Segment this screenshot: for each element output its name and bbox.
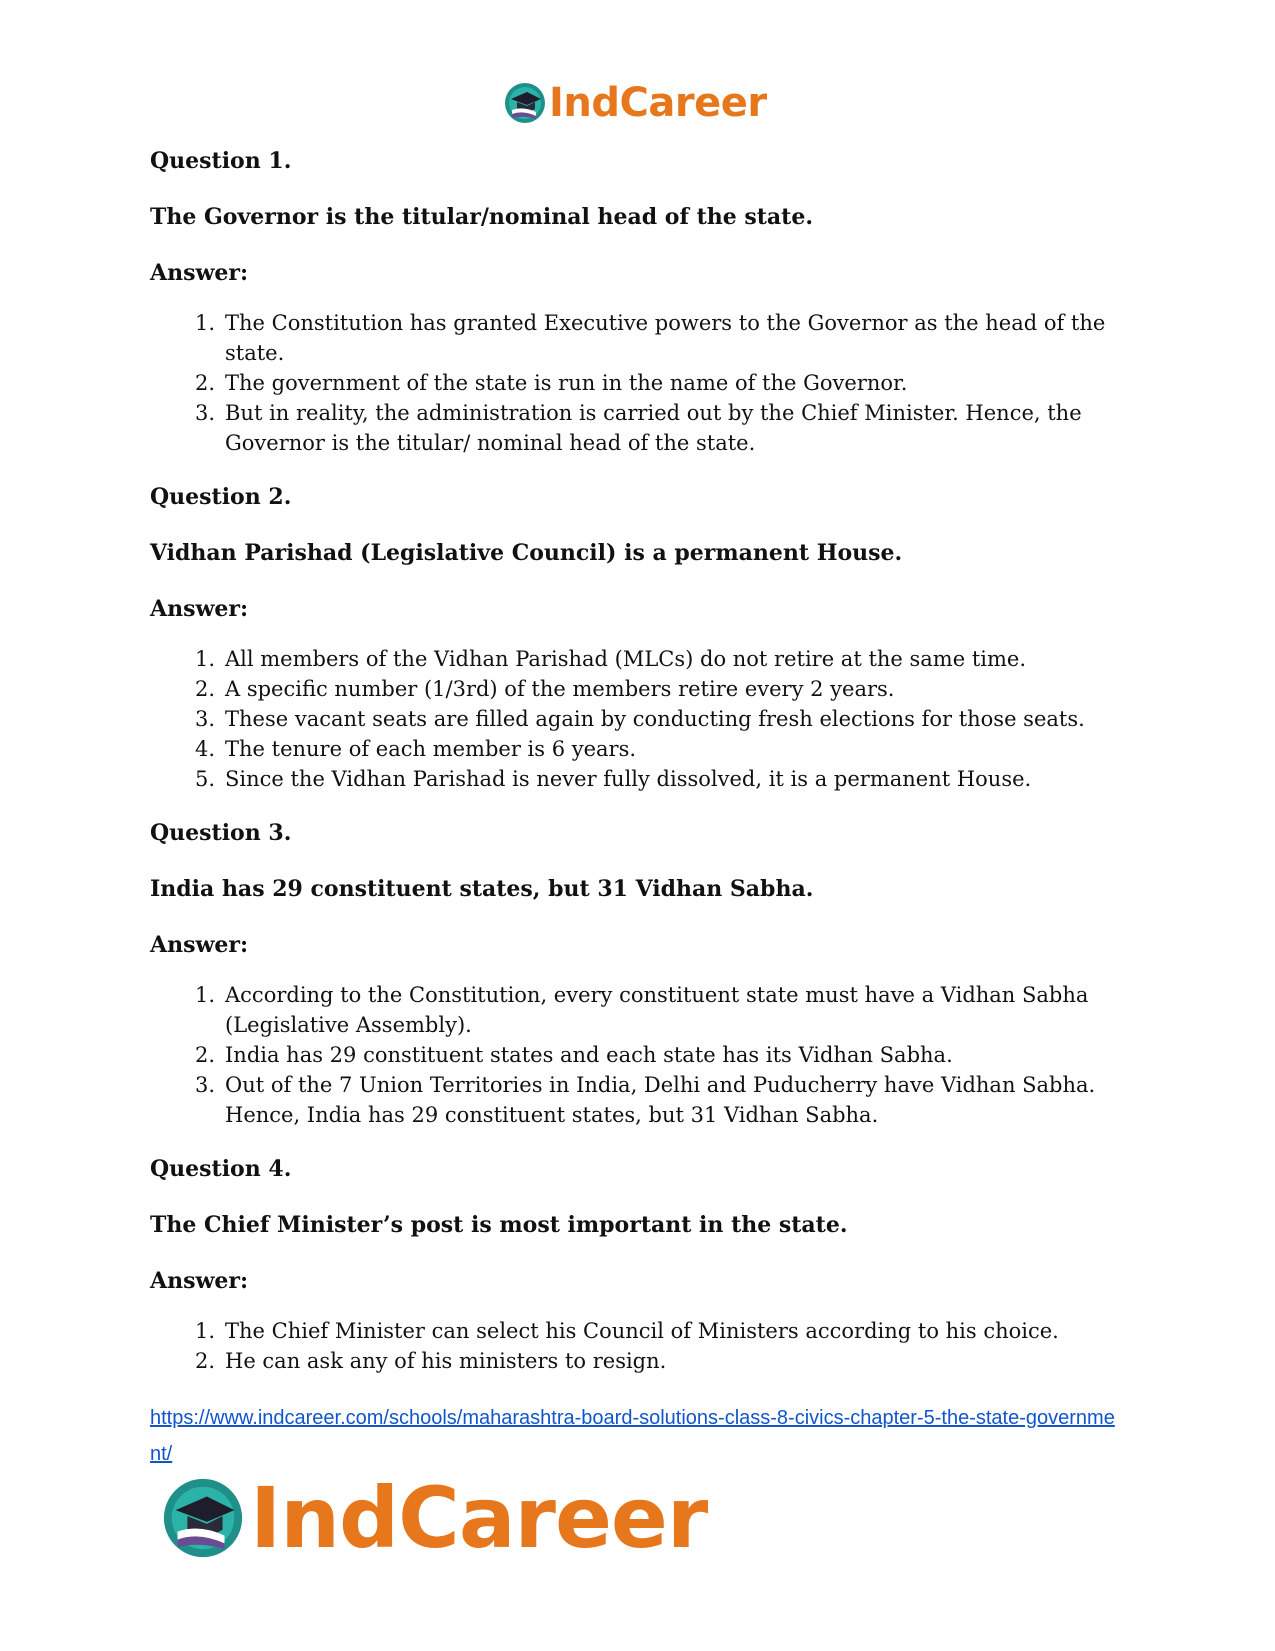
answer-list	[150, 644, 1130, 794]
list-item: 1. The Chief Minister can select his Council of Ministers according to his choice.	[195, 1319, 1059, 1343]
question-block-1	[150, 146, 1130, 458]
answer-list	[150, 308, 1130, 458]
graduation-book-icon	[503, 81, 547, 125]
list-item: 2. India has 29 constituent states and each state has its Vidhan Sabha.	[195, 1043, 953, 1067]
question-statement: India has 29 constituent states, but 31 Vidhan Sabha.	[150, 876, 814, 902]
list-item: 1. All members of the Vidhan Parishad (MLCs) do not retire at the same time.	[195, 647, 1026, 671]
list-item: 2. The government of the state is run in the name of the Governor.	[195, 371, 908, 395]
indcareer-logo-top	[503, 80, 767, 126]
question-label: Question 3.	[150, 820, 292, 846]
question-label: Question 1.	[150, 148, 292, 174]
source-link[interactable]: https://www.indcareer.com/schools/maharashtra-board-solutions-class-8-civics-chapter-5-the-state-government/	[150, 1407, 1115, 1465]
question-block-4	[150, 1154, 1130, 1376]
list-item: 5. Since the Vidhan Parishad is never fully dissolved, it is a permanent House.	[195, 767, 1032, 791]
question-statement: Vidhan Parishad (Legislative Council) is a permanent House.	[150, 540, 903, 566]
question-statement: The Governor is the titular/nominal head of the state.	[150, 204, 813, 230]
question-block-3	[150, 818, 1130, 1130]
list-item: 2. A specific number (1/3rd) of the members retire every 2 years.	[195, 677, 895, 701]
answer-label: Answer:	[150, 1268, 249, 1294]
question-label: Question 4.	[150, 1156, 292, 1182]
list-item: 4. The tenure of each member is 6 years.	[195, 737, 637, 761]
answer-list	[150, 980, 1130, 1130]
logo-wordmark: IndCareer	[250, 1469, 708, 1567]
answer-list	[150, 1316, 1130, 1376]
answer-label: Answer:	[150, 260, 249, 286]
list-item: 1. According to the Constitution, every constituent state must have a Vidhan Sabha (Legislative Assembly).	[195, 983, 1089, 1037]
indcareer-logo-bottom	[160, 1470, 707, 1566]
question-block-2	[150, 482, 1130, 794]
logo-wordmark: IndCareer	[549, 80, 767, 126]
answer-label: Answer:	[150, 932, 249, 958]
list-item: 3. These vacant seats are filled again by conducting fresh elections for those seats.	[195, 707, 1085, 731]
list-item: 3. Out of the 7 Union Territories in India, Delhi and Puducherry have Vidhan Sabha. Hence, India has 29 constituent states, but 31 Vidhan Sabha.	[195, 1073, 1096, 1127]
list-item: 3. But in reality, the administration is carried out by the Chief Minister. Hence, the Governor is the titular/ nominal head of the state.	[195, 401, 1082, 455]
question-label: Question 2.	[150, 484, 292, 510]
question-statement: The Chief Minister’s post is most important in the state.	[150, 1212, 848, 1238]
list-item: 2. He can ask any of his ministers to resign.	[195, 1349, 667, 1373]
list-item: 1. The Constitution has granted Executive powers to the Governor as the head of the state.	[195, 311, 1106, 365]
document-body	[150, 146, 1130, 1472]
graduation-book-icon	[160, 1475, 246, 1561]
answer-label: Answer:	[150, 596, 249, 622]
